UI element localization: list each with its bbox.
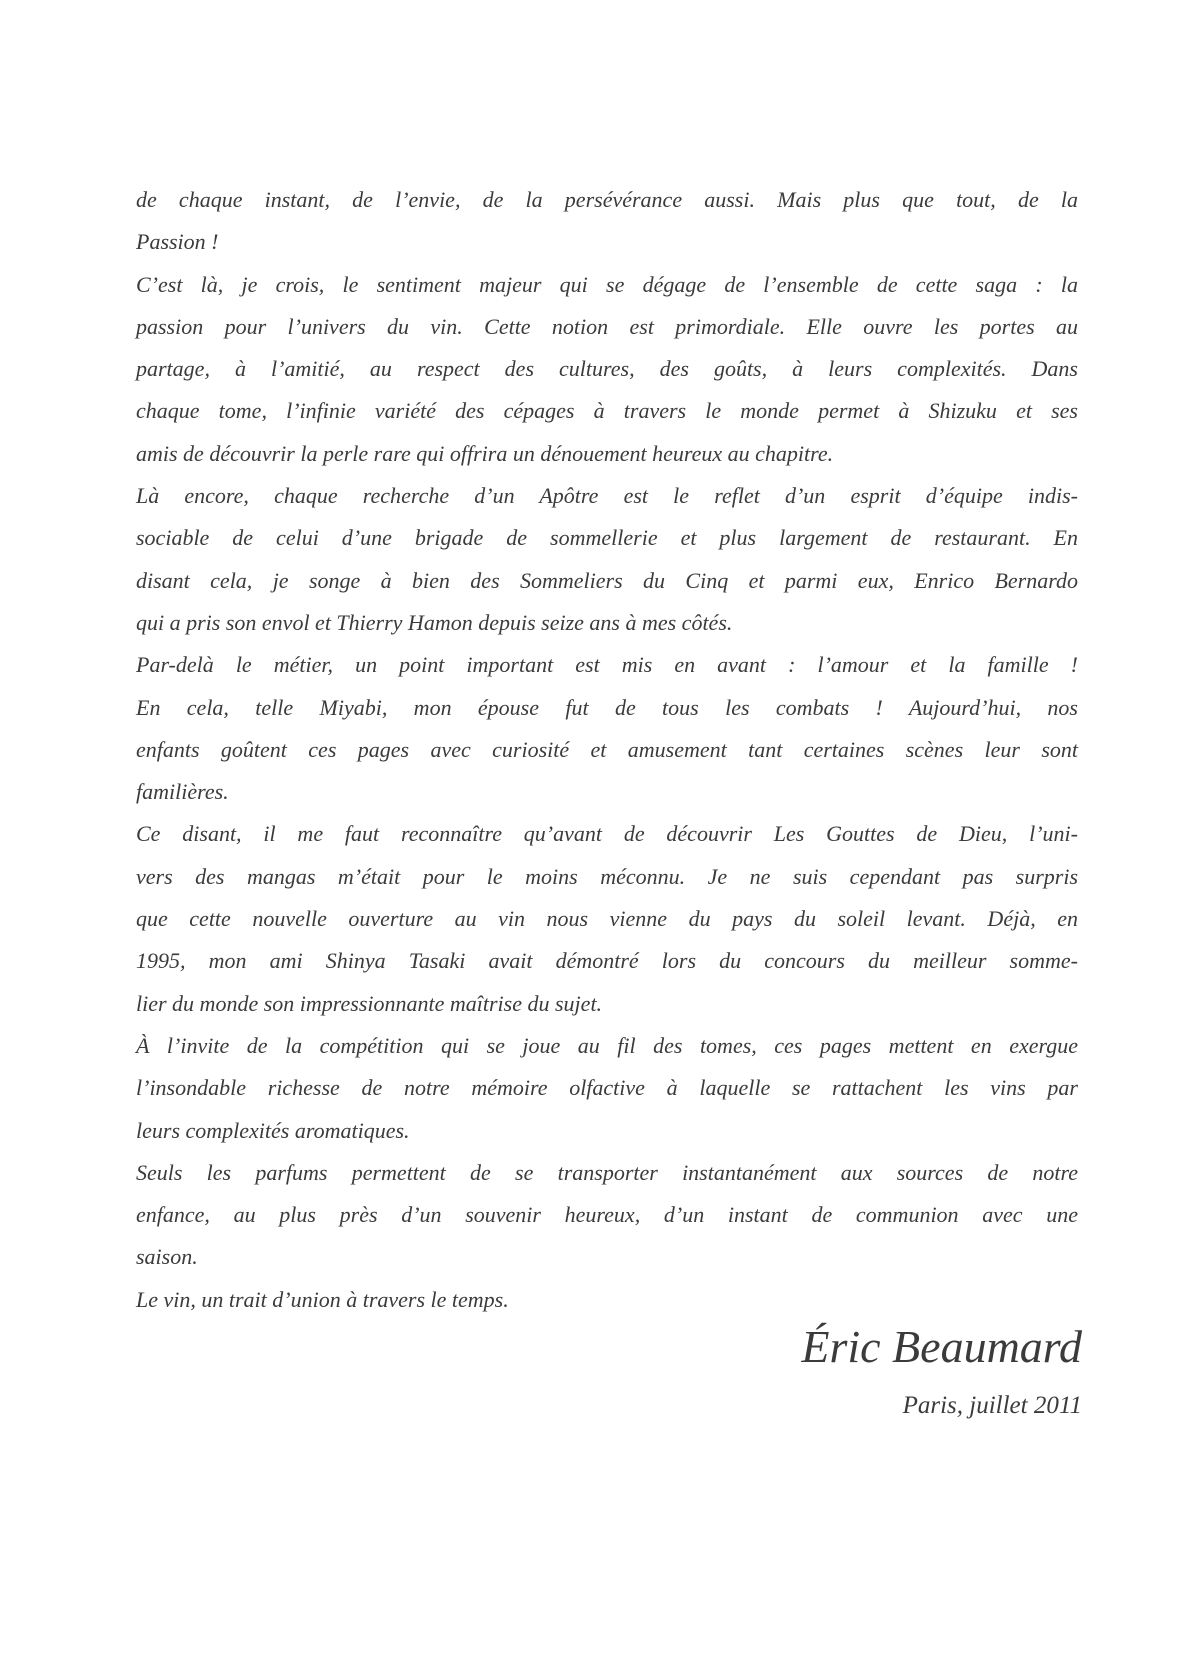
paragraph (136, 1025, 1078, 1152)
text-line: chaque tome, l’infinie variété des cépages à travers le monde permet à Shizuku et ses (136, 398, 1078, 424)
text-line: leurs complexités aromatiques. (136, 1117, 410, 1143)
text-line: Le vin, un trait d’union à travers le temps. (136, 1286, 509, 1312)
text-line: que cette nouvelle ouverture au vin nous vienne du pays du soleil levant. Déjà, en (136, 906, 1078, 932)
text-line: Ce disant, il me faut reconnaître qu’avant de découvrir Les Gouttes de Dieu, l’uni- (136, 821, 1078, 847)
text-line: sociable de celui d’une brigade de sommellerie et plus largement de restaurant. En (136, 525, 1078, 551)
text-line: Seuls les parfums permettent de se transporter instantanément aux sources de notre (136, 1159, 1078, 1185)
text-line: Par-delà le métier, un point important est mis en avant : l’amour et la famille ! (136, 652, 1078, 678)
text-line: vers des mangas m’était pour le moins méconnu. Je ne suis cependant pas surpris (136, 863, 1078, 889)
signature: Éric Beaumard (801, 1321, 1082, 1372)
document-text (136, 179, 1078, 1321)
text-line: familières. (136, 779, 229, 805)
text-line: enfance, au plus près d’un souvenir heureux, d’un instant de communion avec une (136, 1202, 1078, 1228)
text-line: C’est là, je crois, le sentiment majeur qui se dégage de l’ensemble de cette saga : la (136, 271, 1078, 297)
text-line: En cela, telle Miyabi, mon épouse fut de tous les combats ! Aujourd’hui, nos (136, 694, 1078, 720)
paragraph (136, 1279, 1078, 1321)
text-line: enfants goûtent ces pages avec curiosité et amusement tant certaines scènes leur sont (136, 736, 1078, 762)
paragraph (136, 813, 1078, 1024)
paragraph (136, 644, 1078, 813)
text-line: amis de découvrir la perle rare qui offrira un dénouement heureux au chapitre. (136, 440, 834, 466)
dateline: Paris, juillet 2011 (902, 1392, 1082, 1419)
text-line: Là encore, chaque recherche d’un Apôtre est le reflet d’un esprit d’équipe indis- (136, 483, 1078, 509)
paragraph (136, 179, 1078, 264)
text-line: qui a pris son envol et Thierry Hamon depuis seize ans à mes côtés. (136, 609, 733, 635)
text-line: lier du monde son impressionnante maîtrise du sujet. (136, 990, 603, 1016)
text-line: disant cela, je songe à bien des Sommeliers du Cinq et parmi eux, Enrico Bernardo (136, 567, 1078, 593)
text-line: passion pour l’univers du vin. Cette notion est primordiale. Elle ouvre les portes au (136, 313, 1078, 339)
text-line: partage, à l’amitié, au respect des cultures, des goûts, à leurs complexités. Dans (136, 356, 1078, 382)
text-line: de chaque instant, de l’envie, de la persévérance aussi. Mais plus que tout, de la (136, 187, 1078, 212)
text-line: À l’invite de la compétition qui se joue au fil des tomes, ces pages mettent en exergue (136, 1032, 1078, 1058)
paragraph (136, 1152, 1078, 1279)
text-line: Passion ! (136, 229, 219, 255)
paragraph (136, 475, 1078, 644)
text-line: l’insondable richesse de notre mémoire olfactive à laquelle se rattachent les vins par (136, 1075, 1078, 1101)
text-line: 1995, mon ami Shinya Tasaki avait démontré lors du concours du meilleur somme- (136, 948, 1078, 974)
text-line: saison. (136, 1244, 198, 1270)
paragraph (136, 264, 1078, 475)
